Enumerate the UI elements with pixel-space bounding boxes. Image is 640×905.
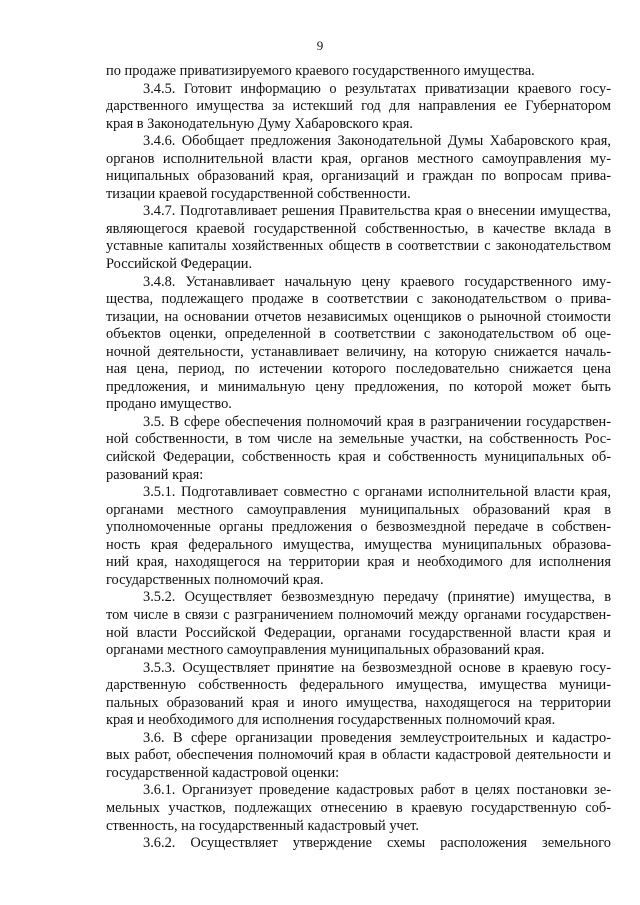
text-line: уполномоченные органы предложения о безвозмездной передаче в собствен-	[106, 519, 611, 536]
text-line: органами местного самоуправления муниципальных образований края.	[106, 642, 545, 659]
text-line: объектов оценки, определенной в соответствии с законодательством об оце-	[106, 326, 611, 343]
text-line: вых работ, обеспечения полномочий края в области кадастровой деятельности и	[106, 747, 611, 764]
text-line: государственной кадастровой оценки:	[106, 764, 340, 781]
text-line: 3.4.5. Готовит информацию о результатах приватизации краевого госу-	[143, 80, 611, 97]
text-line: края и необходимого для исполнения государственных полномочий края.	[106, 712, 556, 729]
text-line: пальных образований края и иного имущества, находящегося на территории	[106, 694, 611, 711]
text-line: ность края федерального имущества, имущества муниципальных образова-	[106, 536, 611, 553]
text-line: 3.6.2. Осуществляет утверждение схемы расположения земельного	[143, 835, 611, 852]
text-line: 3.4.7. Подготавливает решения Правительства края о внесении имущества,	[143, 203, 611, 220]
text-line: являющегося краевой государственной собственностью, в качестве вклада в	[106, 220, 611, 237]
text-line: ночной деятельности, устанавливает величину, на которую снижается началь-	[106, 343, 611, 360]
text-line: тизации краевой государственной собственности.	[106, 185, 411, 202]
text-line: сийской Федерации, собственность края и собственность муниципальных об-	[106, 449, 611, 466]
text-line: по продаже приватизируемого краевого государственного имущества.	[106, 63, 535, 79]
text-line: уставные капиталы хозяйственных обществ в соответствии с законодательством	[106, 238, 611, 255]
text-line: дарственную собственность федерального имущества, имущества муници-	[106, 677, 611, 694]
text-line: 3.6. В сфере организации проведения землеустроительных и кадастро-	[143, 729, 611, 746]
text-line: предложения, и минимальную цену предложения, по которой может быть	[106, 378, 611, 395]
text-line: 3.4.8. Устанавливает начальную цену краевого государственного иму-	[143, 273, 611, 290]
text-line: края в Законодательную Думу Хабаровского края.	[106, 115, 414, 132]
text-line: тизации, на основании отчетов независимых оценщиков о рыночной стоимости	[106, 308, 611, 325]
text-line: органов исполнительной власти края, органов местного самоуправления му-	[106, 150, 611, 167]
page-number: 9	[316, 38, 324, 53]
text-line: щества, подлежащего продаже в соответствии с законодательством о прива-	[106, 291, 611, 308]
text-line: дарственного имущества за истекший год для направления ее Губернатором	[106, 98, 611, 115]
document-body	[106, 63, 611, 853]
text-line: ственность, на государственный кадастровый учет.	[106, 817, 419, 834]
text-line: Российской Федерации.	[106, 256, 253, 273]
text-line: 3.6.1. Организует проведение кадастровых работ в целях постановки зе-	[143, 782, 611, 799]
text-line: мельных участков, подлежащих отнесению в краевую государственную соб-	[106, 799, 611, 816]
text-line: 3.5.2. Осуществляет безвозмездную передачу (принятие) имущества, в	[143, 589, 611, 606]
text-line: ной собственности, в том числе на земельные участки, на собственность Рос-	[106, 431, 611, 448]
text-line: 3.5.3. Осуществляет принятие на безвозмездной основе в краевую госу-	[143, 659, 611, 676]
text-line: ная цена, период, по истечении которого последовательно снижается цена	[106, 361, 611, 378]
text-line: 3.4.6. Обобщает предложения Законодательной Думы Хабаровского края,	[143, 133, 611, 150]
text-line: 3.5.1. Подготавливает совместно с органами исполнительной власти края,	[143, 484, 611, 501]
text-line: ной власти Российской Федерации, органами государственной власти края и	[106, 624, 611, 641]
text-line: разований края:	[106, 466, 204, 483]
text-line: ний края, находящегося на территории края и необходимого для исполнения	[106, 554, 611, 571]
text-line: ниципальных образований края, организаций и граждан по вопросам прива-	[106, 168, 611, 185]
text-line: продано имущество.	[106, 396, 232, 413]
text-line: том числе в связи с разграничением полномочий между органами государствен-	[106, 606, 611, 623]
text-line: 3.5. В сфере обеспечения полномочий края в разграничении государствен-	[143, 413, 611, 430]
text-line: органами местного самоуправления муниципальных образований края в	[106, 501, 611, 518]
text-line: государственных полномочий края.	[106, 571, 324, 588]
